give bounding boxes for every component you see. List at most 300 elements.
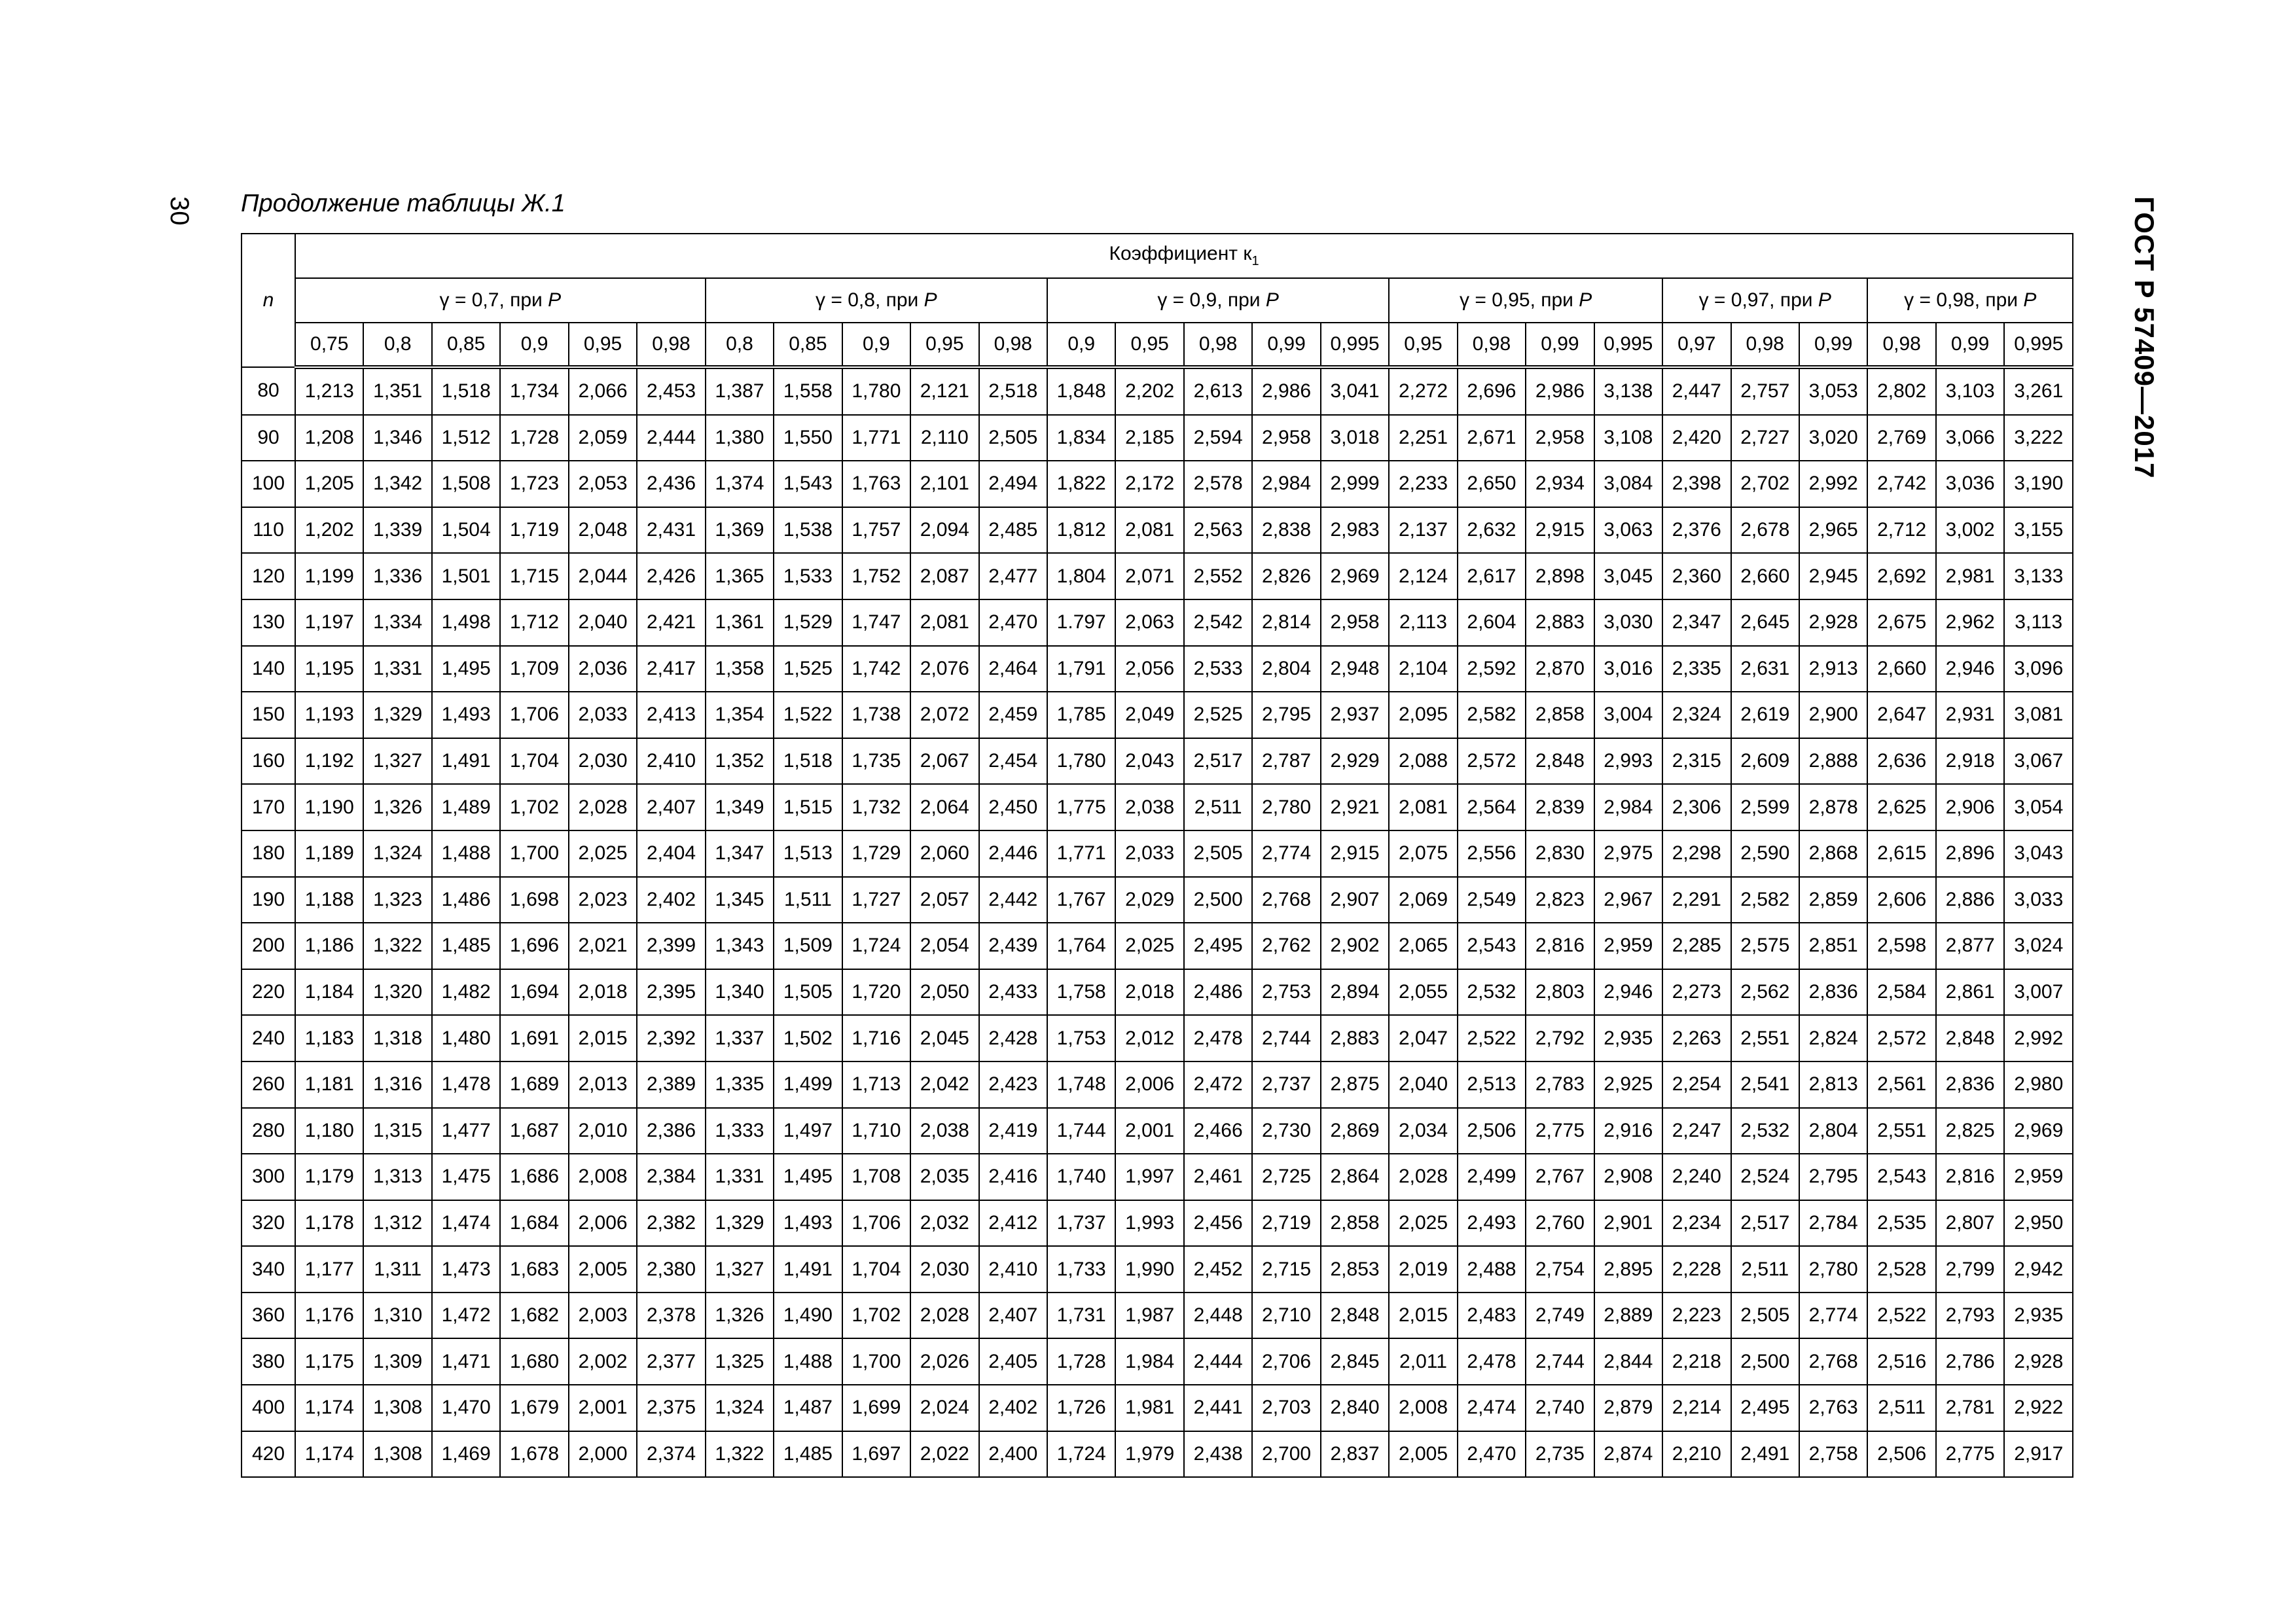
coefficient-cell: 1,177 bbox=[295, 1246, 363, 1293]
coefficient-cell: 3,108 bbox=[1594, 415, 1662, 461]
row-n-value: 360 bbox=[242, 1293, 295, 1339]
p-symbol: P bbox=[924, 289, 937, 311]
coefficient-cell: 1,682 bbox=[500, 1293, 568, 1339]
coefficient-cell: 2,702 bbox=[1731, 461, 1799, 507]
coefficient-cell: 2,950 bbox=[2004, 1200, 2073, 1247]
coefficient-cell: 1,683 bbox=[500, 1246, 568, 1293]
coefficient-cell: 1,558 bbox=[774, 367, 842, 415]
coefficient-cell: 1,997 bbox=[1115, 1154, 1183, 1200]
coefficient-cell: 1,715 bbox=[500, 553, 568, 599]
coefficient-cell: 2,582 bbox=[1731, 877, 1799, 923]
coefficient-cell: 1,470 bbox=[432, 1385, 500, 1431]
coefficient-cell: 1,474 bbox=[432, 1200, 500, 1247]
coefficient-cell: 1,342 bbox=[363, 461, 431, 507]
coefficient-cell: 1,183 bbox=[295, 1015, 363, 1061]
coefficient-cell: 1,696 bbox=[500, 923, 568, 969]
coefficient-cell: 1,727 bbox=[842, 877, 910, 923]
coefficient-cell: 2,543 bbox=[1867, 1154, 1935, 1200]
coefficient-cell: 1,320 bbox=[363, 969, 431, 1016]
coefficient-cell: 2,898 bbox=[1526, 553, 1594, 599]
coefficient-cell: 2,552 bbox=[1184, 553, 1252, 599]
coefficient-cell: 2,291 bbox=[1662, 877, 1731, 923]
row-n-value: 100 bbox=[242, 461, 295, 507]
coefficient-cell: 2,441 bbox=[1184, 1385, 1252, 1431]
coefficient-cell: 2,958 bbox=[1321, 599, 1389, 646]
coefficient-cell: 2,896 bbox=[1936, 830, 2004, 877]
coefficient-cell: 1,729 bbox=[842, 830, 910, 877]
row-n-value: 180 bbox=[242, 830, 295, 877]
coefficient-cell: 2,048 bbox=[569, 507, 637, 554]
coefficient-cell: 2,511 bbox=[1731, 1246, 1799, 1293]
coefficient-cell: 2,983 bbox=[1321, 507, 1389, 554]
coefficient-cell: 2,015 bbox=[569, 1015, 637, 1061]
coefficient-cell: 1,326 bbox=[363, 784, 431, 830]
coefficient-cell: 2,306 bbox=[1662, 784, 1731, 830]
coefficient-cell: 1,337 bbox=[706, 1015, 774, 1061]
p-value-header: 0,99 bbox=[1252, 323, 1320, 367]
table-row bbox=[242, 923, 2073, 969]
coefficient-cell: 3,030 bbox=[1594, 599, 1662, 646]
coefficient-cell: 1,471 bbox=[432, 1338, 500, 1385]
coefficient-cell: 2,011 bbox=[1389, 1338, 1457, 1385]
coefficient-cell: 2,858 bbox=[1526, 692, 1594, 738]
coefficient-cell: 1,686 bbox=[500, 1154, 568, 1200]
coefficient-cell: 2,824 bbox=[1799, 1015, 1867, 1061]
coefficient-cell: 2,030 bbox=[569, 738, 637, 785]
coefficient-cell: 2,786 bbox=[1936, 1338, 2004, 1385]
coefficient-cell: 2,001 bbox=[569, 1385, 637, 1431]
coefficient-cell: 2,392 bbox=[637, 1015, 705, 1061]
coefficient-cell: 2,935 bbox=[1594, 1015, 1662, 1061]
table-caption: Продолжение таблицы Ж.1 bbox=[241, 190, 565, 217]
coefficient-cell: 2,917 bbox=[2004, 1431, 2073, 1478]
gamma-label: γ = 0,98, при bbox=[1904, 289, 2024, 311]
p-value-header: 0,95 bbox=[910, 323, 978, 367]
coefficient-cell: 2,999 bbox=[1321, 461, 1389, 507]
coefficient-cell: 2,423 bbox=[979, 1061, 1047, 1108]
coefficient-cell: 2,906 bbox=[1936, 784, 2004, 830]
coefficient-cell: 1,518 bbox=[432, 367, 500, 415]
coefficient-cell: 3,043 bbox=[2004, 830, 2073, 877]
p-value-header: 0,9 bbox=[1047, 323, 1115, 367]
coefficient-cell: 1,538 bbox=[774, 507, 842, 554]
table-row bbox=[242, 1293, 2073, 1339]
coefficient-cell: 2,942 bbox=[2004, 1246, 2073, 1293]
coefficient-cell: 2,202 bbox=[1115, 367, 1183, 415]
coefficient-cell: 2,006 bbox=[569, 1200, 637, 1247]
coefficient-cell: 2,945 bbox=[1799, 553, 1867, 599]
coefficient-cell: 2,584 bbox=[1867, 969, 1935, 1016]
coefficient-cell: 3,054 bbox=[2004, 784, 2073, 830]
coefficient-cell: 2,506 bbox=[1458, 1108, 1526, 1154]
coefficient-cell: 1,312 bbox=[363, 1200, 431, 1247]
coefficient-cell: 2,056 bbox=[1115, 646, 1183, 692]
coefficient-cell: 2,799 bbox=[1936, 1246, 2004, 1293]
coefficient-cell: 1,326 bbox=[706, 1293, 774, 1339]
coefficient-cell: 2,054 bbox=[910, 923, 978, 969]
table-row bbox=[242, 461, 2073, 507]
coefficient-cell: 1,480 bbox=[432, 1015, 500, 1061]
coefficient-cell: 1,325 bbox=[706, 1338, 774, 1385]
coefficient-cell: 1,733 bbox=[1047, 1246, 1115, 1293]
coefficient-cell: 2,026 bbox=[910, 1338, 978, 1385]
coefficient-cell: 2,034 bbox=[1389, 1108, 1457, 1154]
row-n-value: 170 bbox=[242, 784, 295, 830]
coefficient-cell: 3,190 bbox=[2004, 461, 2073, 507]
coefficient-cell: 2,384 bbox=[637, 1154, 705, 1200]
p-value-header: 0,9 bbox=[842, 323, 910, 367]
coefficient-cell: 2,928 bbox=[1799, 599, 1867, 646]
coefficient-cell: 2,838 bbox=[1252, 507, 1320, 554]
coefficient-cell: 2,859 bbox=[1799, 877, 1867, 923]
coefficient-cell: 1,822 bbox=[1047, 461, 1115, 507]
coefficient-cell: 2,563 bbox=[1184, 507, 1252, 554]
row-n-value: 120 bbox=[242, 553, 295, 599]
coefficient-cell: 2,848 bbox=[1936, 1015, 2004, 1061]
coefficient-cell: 3,018 bbox=[1321, 415, 1389, 461]
coefficient-cell: 1,369 bbox=[706, 507, 774, 554]
coefficient-cell: 2,035 bbox=[910, 1154, 978, 1200]
coefficient-cell: 1,336 bbox=[363, 553, 431, 599]
coefficient-cell: 1,706 bbox=[500, 692, 568, 738]
coefficient-cell: 2,210 bbox=[1662, 1431, 1731, 1478]
coefficient-cell: 1.797 bbox=[1047, 599, 1115, 646]
coefficient-cell: 2,263 bbox=[1662, 1015, 1731, 1061]
coefficient-cell: 2,735 bbox=[1526, 1431, 1594, 1478]
coefficient-cell: 2,962 bbox=[1936, 599, 2004, 646]
coefficient-cell: 2,375 bbox=[637, 1385, 705, 1431]
coefficient-cell: 2,784 bbox=[1799, 1200, 1867, 1247]
coefficient-cell: 1,343 bbox=[706, 923, 774, 969]
coefficient-cell: 2,861 bbox=[1936, 969, 2004, 1016]
coefficient-cell: 2,038 bbox=[1115, 784, 1183, 830]
coefficient-cell: 1,493 bbox=[774, 1200, 842, 1247]
coefficient-cell: 2,374 bbox=[637, 1431, 705, 1478]
coefficient-cell: 2,506 bbox=[1867, 1431, 1935, 1478]
coefficient-cell: 2,060 bbox=[910, 830, 978, 877]
coefficient-cell: 1,358 bbox=[706, 646, 774, 692]
coefficient-cell: 2,913 bbox=[1799, 646, 1867, 692]
coefficient-cell: 1,331 bbox=[363, 646, 431, 692]
gamma-group-header bbox=[1662, 278, 1867, 323]
coefficient-cell: 1,694 bbox=[500, 969, 568, 1016]
coefficient-cell: 2,045 bbox=[910, 1015, 978, 1061]
p-value-header: 0,85 bbox=[774, 323, 842, 367]
coefficient-cell: 1,181 bbox=[295, 1061, 363, 1108]
coefficient-cell: 2,870 bbox=[1526, 646, 1594, 692]
coefficient-cell: 2,431 bbox=[637, 507, 705, 554]
coefficient-cell: 2,712 bbox=[1867, 507, 1935, 554]
coefficient-cell: 1,763 bbox=[842, 461, 910, 507]
coefficient-cell: 2,959 bbox=[1594, 923, 1662, 969]
coefficient-cell: 2,470 bbox=[1458, 1431, 1526, 1478]
coefficient-cell: 2,442 bbox=[979, 877, 1047, 923]
row-n-value: 260 bbox=[242, 1061, 295, 1108]
coefficient-cell: 1,735 bbox=[842, 738, 910, 785]
coefficient-cell: 2,426 bbox=[637, 553, 705, 599]
coefficient-cell: 2,485 bbox=[979, 507, 1047, 554]
coefficient-cell: 2,948 bbox=[1321, 646, 1389, 692]
p-value-header: 0,95 bbox=[1389, 323, 1457, 367]
coefficient-cell: 1,309 bbox=[363, 1338, 431, 1385]
coefficient-cell: 2,420 bbox=[1662, 415, 1731, 461]
coefficient-cell: 3,024 bbox=[2004, 923, 2073, 969]
coefficient-cell: 1,329 bbox=[363, 692, 431, 738]
coefficient-cell: 2,137 bbox=[1389, 507, 1457, 554]
coefficient-cell: 1,738 bbox=[842, 692, 910, 738]
coefficient-cell: 2,719 bbox=[1252, 1200, 1320, 1247]
coefficient-cell: 2,517 bbox=[1731, 1200, 1799, 1247]
coefficient-cell: 2,660 bbox=[1731, 553, 1799, 599]
coefficient-cell: 2,775 bbox=[1526, 1108, 1594, 1154]
coefficient-cell: 1,329 bbox=[706, 1200, 774, 1247]
coefficient-cell: 2,965 bbox=[1799, 507, 1867, 554]
coefficient-cell: 1,757 bbox=[842, 507, 910, 554]
coefficient-cell: 2,615 bbox=[1867, 830, 1935, 877]
coefficient-cell: 2,572 bbox=[1867, 1015, 1935, 1061]
coefficient-cell: 2,793 bbox=[1936, 1293, 2004, 1339]
coefficient-cell: 2,958 bbox=[1252, 415, 1320, 461]
table-row bbox=[242, 599, 2073, 646]
row-n-value: 280 bbox=[242, 1108, 295, 1154]
coefficient-cell: 2,025 bbox=[569, 830, 637, 877]
coefficient-cell: 1,488 bbox=[774, 1338, 842, 1385]
coefficient-cell: 2,561 bbox=[1867, 1061, 1935, 1108]
coefficient-cell: 1,700 bbox=[500, 830, 568, 877]
coefficient-cell: 2,787 bbox=[1252, 738, 1320, 785]
coefficient-cell: 2,466 bbox=[1184, 1108, 1252, 1154]
coefficient-cell: 2,228 bbox=[1662, 1246, 1731, 1293]
p-value-header: 0,99 bbox=[1936, 323, 2004, 367]
gamma-label: γ = 0,9, при bbox=[1157, 289, 1266, 311]
coefficient-cell: 2,483 bbox=[1458, 1293, 1526, 1339]
coefficient-cell: 3,033 bbox=[2004, 877, 2073, 923]
coefficient-cell: 2,012 bbox=[1115, 1015, 1183, 1061]
gamma-label: γ = 0,7, при bbox=[439, 289, 548, 311]
coefficient-table bbox=[241, 233, 2073, 1478]
coefficient-cell: 1,497 bbox=[774, 1108, 842, 1154]
coefficient-cell: 1,365 bbox=[706, 553, 774, 599]
coefficient-cell: 2,946 bbox=[1936, 646, 2004, 692]
coefficient-cell: 2,413 bbox=[637, 692, 705, 738]
coefficient-cell: 1,723 bbox=[500, 461, 568, 507]
coefficient-cell: 2,273 bbox=[1662, 969, 1731, 1016]
coefficient-cell: 1,791 bbox=[1047, 646, 1115, 692]
row-n-value: 110 bbox=[242, 507, 295, 554]
row-n-value: 380 bbox=[242, 1338, 295, 1385]
coefficient-cell: 1,680 bbox=[500, 1338, 568, 1385]
coefficient-cell: 2,021 bbox=[569, 923, 637, 969]
coefficient-cell: 2,033 bbox=[569, 692, 637, 738]
coefficient-cell: 3,063 bbox=[1594, 507, 1662, 554]
coefficient-cell: 3,066 bbox=[1936, 415, 2004, 461]
coefficient-cell: 1,199 bbox=[295, 553, 363, 599]
coefficient-cell: 2,360 bbox=[1662, 553, 1731, 599]
gamma-label: γ = 0,8, при bbox=[816, 289, 924, 311]
row-n-value: 320 bbox=[242, 1200, 295, 1247]
coefficient-cell: 2,214 bbox=[1662, 1385, 1731, 1431]
coefficient-cell: 1,180 bbox=[295, 1108, 363, 1154]
coefficient-cell: 3,133 bbox=[2004, 553, 2073, 599]
coefficient-cell: 2,803 bbox=[1526, 969, 1594, 1016]
coefficient-cell: 2,522 bbox=[1867, 1293, 1935, 1339]
coefficient-cell: 1,311 bbox=[363, 1246, 431, 1293]
coefficient-cell: 2,572 bbox=[1458, 738, 1526, 785]
coefficient-cell: 2,908 bbox=[1594, 1154, 1662, 1200]
coefficient-cell: 1,812 bbox=[1047, 507, 1115, 554]
coefficient-cell: 2,864 bbox=[1321, 1154, 1389, 1200]
p-symbol: P bbox=[1579, 289, 1592, 311]
coefficient-cell: 2,013 bbox=[569, 1061, 637, 1108]
coefficient-cell: 2,925 bbox=[1594, 1061, 1662, 1108]
coefficient-cell: 1,498 bbox=[432, 599, 500, 646]
coefficient-cell: 2,185 bbox=[1115, 415, 1183, 461]
coefficient-cell: 2,931 bbox=[1936, 692, 2004, 738]
coefficient-cell: 2,660 bbox=[1867, 646, 1935, 692]
coefficient-cell: 1,719 bbox=[500, 507, 568, 554]
coefficient-cell: 1,488 bbox=[432, 830, 500, 877]
coefficient-cell: 2,254 bbox=[1662, 1061, 1731, 1108]
coefficient-cell: 2,848 bbox=[1321, 1293, 1389, 1339]
coefficient-cell: 1,339 bbox=[363, 507, 431, 554]
row-n-value: 160 bbox=[242, 738, 295, 785]
coefficient-cell: 2,005 bbox=[1389, 1431, 1457, 1478]
coefficient-cell: 2,858 bbox=[1321, 1200, 1389, 1247]
coefficient-cell: 2,272 bbox=[1389, 367, 1457, 415]
coefficient-cell: 2,008 bbox=[1389, 1385, 1457, 1431]
coefficient-cell: 1,518 bbox=[774, 738, 842, 785]
coefficient-cell: 1,678 bbox=[500, 1431, 568, 1478]
coefficient-cell: 2,631 bbox=[1731, 646, 1799, 692]
coefficient-cell: 2,038 bbox=[910, 1108, 978, 1154]
coefficient-cell: 2,528 bbox=[1867, 1246, 1935, 1293]
coefficient-cell: 2,564 bbox=[1458, 784, 1526, 830]
coefficient-cell: 2,542 bbox=[1184, 599, 1252, 646]
coefficient-cell: 1,340 bbox=[706, 969, 774, 1016]
coefficient-cell: 2,934 bbox=[1526, 461, 1594, 507]
table-row bbox=[242, 784, 2073, 830]
coefficient-cell: 2,700 bbox=[1252, 1431, 1320, 1478]
coefficient-cell: 2,795 bbox=[1252, 692, 1320, 738]
coefficient-cell: 3,016 bbox=[1594, 646, 1662, 692]
coefficient-cell: 2,053 bbox=[569, 461, 637, 507]
coefficient-cell: 2,023 bbox=[569, 877, 637, 923]
coefficient-cell: 2,247 bbox=[1662, 1108, 1731, 1154]
coefficient-cell: 2,813 bbox=[1799, 1061, 1867, 1108]
coefficient-cell: 2,069 bbox=[1389, 877, 1457, 923]
coefficient-cell: 2,980 bbox=[2004, 1061, 2073, 1108]
coefficient-cell: 2,768 bbox=[1799, 1338, 1867, 1385]
coefficient-cell: 2,883 bbox=[1321, 1015, 1389, 1061]
p-value-header: 0,98 bbox=[637, 323, 705, 367]
coefficient-cell: 1,525 bbox=[774, 646, 842, 692]
coefficient-cell: 2,671 bbox=[1458, 415, 1526, 461]
coefficient-cell: 2,984 bbox=[1594, 784, 1662, 830]
coefficient-cell: 1,502 bbox=[774, 1015, 842, 1061]
row-header-n: n bbox=[242, 234, 295, 367]
coefficient-cell: 2,233 bbox=[1389, 461, 1457, 507]
coefficient-cell: 2,003 bbox=[569, 1293, 637, 1339]
coefficient-cell: 3,004 bbox=[1594, 692, 1662, 738]
coefficient-cell: 2,986 bbox=[1252, 367, 1320, 415]
coefficient-cell: 2,609 bbox=[1731, 738, 1799, 785]
coefficient-cell: 3,222 bbox=[2004, 415, 2073, 461]
coefficient-cell: 2,840 bbox=[1321, 1385, 1389, 1431]
coefficient-cell: 2,378 bbox=[637, 1293, 705, 1339]
coefficient-cell: 2,915 bbox=[1321, 830, 1389, 877]
row-n-value: 200 bbox=[242, 923, 295, 969]
row-n-value: 80 bbox=[242, 367, 295, 415]
coefficient-cell: 3,036 bbox=[1936, 461, 2004, 507]
coefficient-cell: 1,176 bbox=[295, 1293, 363, 1339]
coefficient-cell: 2,447 bbox=[1662, 367, 1731, 415]
coefficient-cell: 2,703 bbox=[1252, 1385, 1320, 1431]
row-n-value: 300 bbox=[242, 1154, 295, 1200]
table-row bbox=[242, 1385, 2073, 1431]
coefficient-subscript: 1 bbox=[1251, 254, 1259, 268]
coefficient-cell: 2,749 bbox=[1526, 1293, 1594, 1339]
coefficient-cell: 2,025 bbox=[1115, 923, 1183, 969]
p-value-header: 0,98 bbox=[1458, 323, 1526, 367]
coefficient-cell: 2,072 bbox=[910, 692, 978, 738]
coefficient-cell: 1,691 bbox=[500, 1015, 568, 1061]
coefficient-cell: 2,740 bbox=[1526, 1385, 1594, 1431]
coefficient-cell: 2,513 bbox=[1458, 1061, 1526, 1108]
coefficient-cell: 1,767 bbox=[1047, 877, 1115, 923]
coefficient-cell: 1,764 bbox=[1047, 923, 1115, 969]
coefficient-cell: 2,543 bbox=[1458, 923, 1526, 969]
coefficient-cell: 2,826 bbox=[1252, 553, 1320, 599]
coefficient-cell: 2,647 bbox=[1867, 692, 1935, 738]
coefficient-cell: 2,454 bbox=[979, 738, 1047, 785]
coefficient-cell: 2,935 bbox=[2004, 1293, 2073, 1339]
coefficient-cell: 2,807 bbox=[1936, 1200, 2004, 1247]
coefficient-cell: 2,251 bbox=[1389, 415, 1457, 461]
coefficient-cell: 1,308 bbox=[363, 1431, 431, 1478]
table-row bbox=[242, 877, 2073, 923]
row-n-value: 400 bbox=[242, 1385, 295, 1431]
p-value-header: 0,995 bbox=[2004, 323, 2073, 367]
coefficient-cell: 1,472 bbox=[432, 1293, 500, 1339]
coefficient-cell: 2,075 bbox=[1389, 830, 1457, 877]
coefficient-cell: 2,505 bbox=[979, 415, 1047, 461]
coefficient-cell: 2,604 bbox=[1458, 599, 1526, 646]
p-value-header: 0,99 bbox=[1526, 323, 1594, 367]
coefficient-cell: 2,439 bbox=[979, 923, 1047, 969]
coefficient-cell: 2,315 bbox=[1662, 738, 1731, 785]
coefficient-cell: 2,087 bbox=[910, 553, 978, 599]
coefficient-cell: 2,400 bbox=[979, 1431, 1047, 1478]
coefficient-cell: 2,324 bbox=[1662, 692, 1731, 738]
coefficient-cell: 3,041 bbox=[1321, 367, 1389, 415]
coefficient-cell: 1,512 bbox=[432, 415, 500, 461]
table-row bbox=[242, 692, 2073, 738]
coefficient-cell: 2,816 bbox=[1526, 923, 1594, 969]
coefficient-cell: 1,728 bbox=[1047, 1338, 1115, 1385]
coefficient-cell: 1,192 bbox=[295, 738, 363, 785]
coefficient-cell: 1,493 bbox=[432, 692, 500, 738]
coefficient-cell: 2,417 bbox=[637, 646, 705, 692]
coefficient-cell: 1,742 bbox=[842, 646, 910, 692]
coefficient-cell: 2,033 bbox=[1115, 830, 1183, 877]
coefficient-cell: 2,000 bbox=[569, 1431, 637, 1478]
coefficient-cell: 2,625 bbox=[1867, 784, 1935, 830]
coefficient-cell: 1,482 bbox=[432, 969, 500, 1016]
coefficient-cell: 1,747 bbox=[842, 599, 910, 646]
table-row bbox=[242, 553, 2073, 599]
coefficient-cell: 1,310 bbox=[363, 1293, 431, 1339]
row-n-value: 150 bbox=[242, 692, 295, 738]
